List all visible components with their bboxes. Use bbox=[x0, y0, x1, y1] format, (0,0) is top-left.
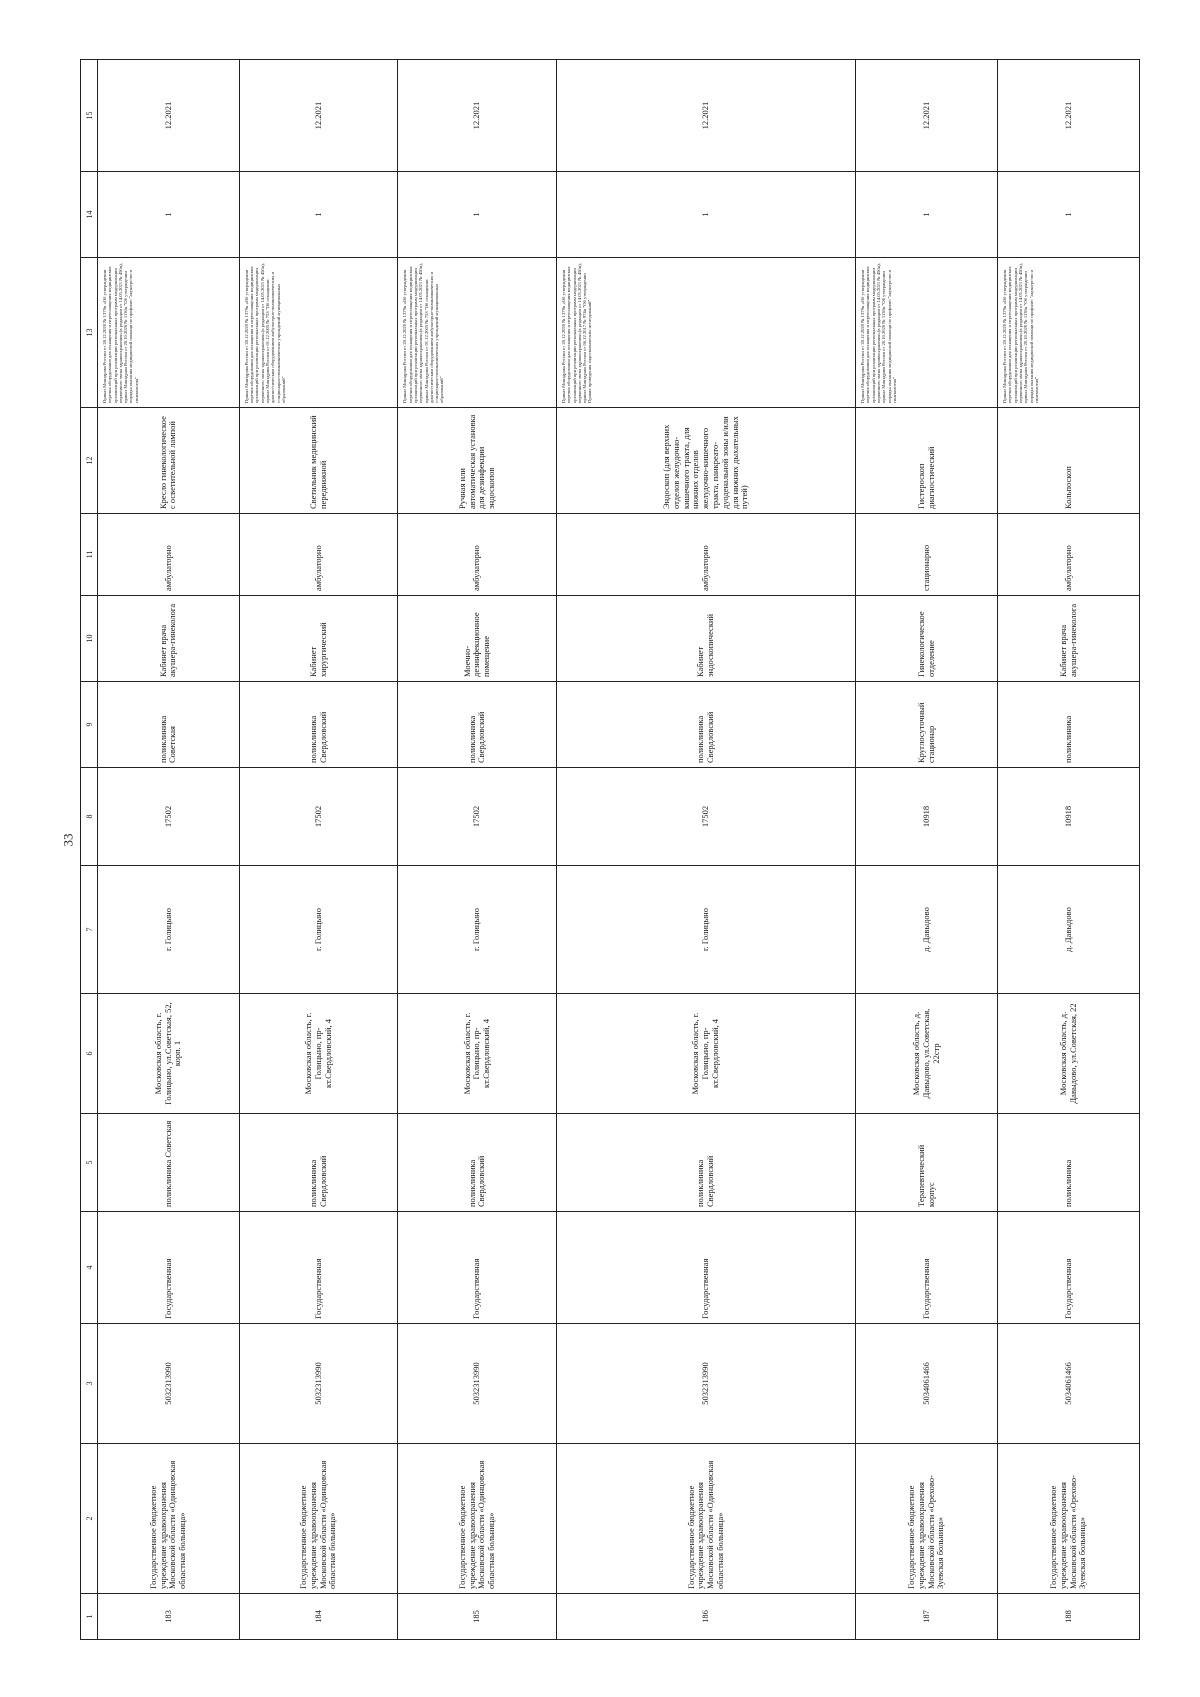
row-number: 188 bbox=[998, 1594, 1140, 1640]
delivery-date: 12.2021 bbox=[557, 60, 856, 172]
column-number: 1 bbox=[81, 1594, 98, 1640]
column-number: 8 bbox=[81, 768, 98, 866]
room-name: Кабинет хирургический bbox=[239, 596, 398, 682]
column-number: 5 bbox=[81, 1114, 98, 1212]
column-number: 2 bbox=[81, 1444, 98, 1594]
settlement: д. Давыдово bbox=[856, 866, 998, 994]
ownership-form: Государственная bbox=[98, 1212, 240, 1324]
quantity: 1 bbox=[998, 172, 1140, 258]
table-row bbox=[398, 60, 557, 1640]
ownership-form: Государственная bbox=[856, 1212, 998, 1324]
column-number: 14 bbox=[81, 172, 98, 258]
rotated-table-container bbox=[80, 60, 1140, 1640]
page-number: 33 bbox=[60, 833, 76, 847]
column-number-row bbox=[81, 60, 98, 1640]
care-mode: стационарно bbox=[856, 514, 998, 596]
address: Московская область, г. Голицыно, пр-кт.Свердловский, 4 bbox=[557, 994, 856, 1114]
regulation-text: Приказ Минздрава России от 28.12.2020 № 1379н «Об утверждении перечня оборудования для оснащения и переоснащения медицинских организаций при реализации региональных программ модернизации первичного звена здравоохранения»(в редакции от 14.05.2021 № 450н), приказ Минздрава России от 01.12.2005 № 753 "Об оснащении диагностическим оборудованием амбулаторно-поликлинических и стационарно-поликлинических учреждений муниципальных образований" bbox=[239, 258, 398, 408]
care-mode: амбулаторно bbox=[98, 514, 240, 596]
care-mode: амбулаторно bbox=[557, 514, 856, 596]
column-number: 13 bbox=[81, 258, 98, 408]
inn-value: 5032313990 bbox=[239, 1324, 398, 1444]
unit-name: поликлиника Свердловский bbox=[557, 1114, 856, 1212]
regulation-text: Приказ Минздрава России от 28.12.2020 № 1379н «Об утверждении перечня оборудования для оснащения и переоснащения медицинских организаций при реализации региональных программ модернизации первичного звена здравоохранения»(в редакции от 14.05.2021 № 450н), приказ Минздрава России от 01.12.2005 № 753 "Об оснащении диагностическим оборудованием амбулаторно-поликлинических и стационарно-поликлинических учреждений муниципальных образований" bbox=[398, 258, 557, 408]
department: поликлиника Свердловский bbox=[557, 682, 856, 768]
equipment-name: Эндоскоп (для верхних отделов желудочно-кишечного тракта, для нижних отделов желудочно-кишечного тракта, панкреато-дуоденальной зоны и/или для нижних дыхательных путей) bbox=[557, 408, 856, 514]
ownership-form: Государственная bbox=[239, 1212, 398, 1324]
room-name: Моечно-дезинфекционное помещение bbox=[398, 596, 557, 682]
equipment-name: Светильник медицинский передвижной bbox=[239, 408, 398, 514]
column-number: 4 bbox=[81, 1212, 98, 1324]
column-number: 11 bbox=[81, 514, 98, 596]
organization-name: Государственное бюджетное учреждение здравоохранения Московской области «Одинцовская областная больница» bbox=[98, 1444, 240, 1594]
organization-name: Государственное бюджетное учреждение здравоохранения Московской области «Орехово-Зуевская больница» bbox=[856, 1444, 998, 1594]
column-number: 6 bbox=[81, 994, 98, 1114]
quantity: 1 bbox=[856, 172, 998, 258]
delivery-date: 12.2021 bbox=[856, 60, 998, 172]
organization-name: Государственное бюджетное учреждение здравоохранения Московской области «Одинцовская областная больница» bbox=[398, 1444, 557, 1594]
inn-value: 5032313990 bbox=[98, 1324, 240, 1444]
organization-name: Государственное бюджетное учреждение здравоохранения Московской области «Одинцовская областная больница» bbox=[557, 1444, 856, 1594]
regulation-text: Приказ Минздрава России от 28.12.2020 № 1379н «Об утверждении перечня оборудования для оснащения и переоснащения медицинских организаций при реализации региональных программ модернизации первичного звена здравоохранения»(в редакции от 14.05.2021 № 450н), приказ Минздрава России от 06.12.2017 № 974н "Об утверждении Правил проведения эндоскопических исследований" bbox=[557, 258, 856, 408]
equipment-table bbox=[80, 59, 1140, 1640]
regulation-text: Приказ Минздрава России от 28.12.2020 № 1379н «Об утверждении перечня оборудования для оснащения и переоснащения медицинских организаций при реализации региональных программ модернизации первичного звена здравоохранения»(в редакции от 14.05.2021 № 450н), приказ Минздрава России от 20.10.2020 № 1130н "Об утверждении порядка оказания медицинской помощи по профилю "акушерство и гинекология" bbox=[98, 258, 240, 408]
column-number: 3 bbox=[81, 1324, 98, 1444]
care-mode: амбулаторно bbox=[398, 514, 557, 596]
column-number: 7 bbox=[81, 866, 98, 994]
table-row bbox=[98, 60, 240, 1640]
quantity: 1 bbox=[239, 172, 398, 258]
care-mode: амбулаторно bbox=[239, 514, 398, 596]
ownership-form: Государственная bbox=[398, 1212, 557, 1324]
unit-name: поликлиника bbox=[998, 1114, 1140, 1212]
row-number: 183 bbox=[98, 1594, 240, 1640]
room-name: Кабинет врача акушера-гинеколога bbox=[998, 596, 1140, 682]
regulation-text: Приказ Минздрава России от 28.12.2020 № 1379н «Об утверждении перечня оборудования для оснащения и переоснащения медицинских организаций при реализации региональных программ модернизации первичного звена здравоохранения»(в редакции от 14.05.2021 № 450н), приказ Минздрава России от 20.10.2020 № 1130н "Об утверждении порядка оказания медицинской помощи по профилю "акушерство и гинекология" bbox=[856, 258, 998, 408]
unit-name: Терапевтический корпус bbox=[856, 1114, 998, 1212]
delivery-date: 12.2021 bbox=[98, 60, 240, 172]
settlement: г. Голицыно bbox=[98, 866, 240, 994]
quantity: 1 bbox=[398, 172, 557, 258]
department: поликлиника bbox=[998, 682, 1140, 768]
equipment-name: Кольпоскоп bbox=[998, 408, 1140, 514]
inn-value: 5032313990 bbox=[557, 1324, 856, 1444]
quantity: 1 bbox=[557, 172, 856, 258]
code-value: 10918 bbox=[998, 768, 1140, 866]
table-row bbox=[557, 60, 856, 1640]
unit-name: поликлиника Советская bbox=[98, 1114, 240, 1212]
settlement: г. Голицыно bbox=[557, 866, 856, 994]
inn-value: 5032313990 bbox=[398, 1324, 557, 1444]
code-value: 17502 bbox=[398, 768, 557, 866]
address: Московская область, д. Давыдово, ул.Советская, 22стр bbox=[856, 994, 998, 1114]
code-value: 17502 bbox=[239, 768, 398, 866]
table-row bbox=[856, 60, 998, 1640]
settlement: г. Голицыно bbox=[398, 866, 557, 994]
department: Круглосуточный стационар bbox=[856, 682, 998, 768]
equipment-name: Гистероскоп диагностический bbox=[856, 408, 998, 514]
code-value: 17502 bbox=[98, 768, 240, 866]
ownership-form: Государственная bbox=[998, 1212, 1140, 1324]
equipment-name: Кресло гинекологическое с осветительной лампой bbox=[98, 408, 240, 514]
organization-name: Государственное бюджетное учреждение здравоохранения Московской области «Орехово-Зуевская больница» bbox=[998, 1444, 1140, 1594]
row-number: 184 bbox=[239, 1594, 398, 1640]
department: поликлиника Свердловский bbox=[398, 682, 557, 768]
regulation-text: Приказ Минздрава России от 28.12.2020 № 1379н «Об утверждении перечня оборудования для оснащения и переоснащения медицинских организаций при реализации региональных программ модернизации первичного звена здравоохранения»(в редакции от 14.05.2021 № 450н), приказ Минздрава России от 20.10.2020 № 1130н "Об утверждении порядка оказания медицинской помощи по профилю "акушерство и гинекология" bbox=[998, 258, 1140, 408]
unit-name: поликлиника Свердловский bbox=[398, 1114, 557, 1212]
room-name: Гинекологическое отделение bbox=[856, 596, 998, 682]
column-number: 15 bbox=[81, 60, 98, 172]
organization-name: Государственное бюджетное учреждение здравоохранения Московской области «Одинцовская областная больница» bbox=[239, 1444, 398, 1594]
address: Московская область, г. Голицыно, ул.Советская, 52, корп. 1 bbox=[98, 994, 240, 1114]
table-row bbox=[998, 60, 1140, 1640]
inn-value: 5034061466 bbox=[998, 1324, 1140, 1444]
settlement: г. Голицыно bbox=[239, 866, 398, 994]
column-number: 9 bbox=[81, 682, 98, 768]
row-number: 185 bbox=[398, 1594, 557, 1640]
ownership-form: Государственная bbox=[557, 1212, 856, 1324]
inn-value: 5034061466 bbox=[856, 1324, 998, 1444]
room-name: Кабинет эндоскопический bbox=[557, 596, 856, 682]
delivery-date: 12.2021 bbox=[998, 60, 1140, 172]
row-number: 187 bbox=[856, 1594, 998, 1640]
table-row bbox=[239, 60, 398, 1640]
code-value: 10918 bbox=[856, 768, 998, 866]
equipment-name: Ручная или автоматическая установка для дезинфекции эндоскопов bbox=[398, 408, 557, 514]
department: поликлиника Свердловский bbox=[239, 682, 398, 768]
settlement: д. Давыдово bbox=[998, 866, 1140, 994]
column-number: 10 bbox=[81, 596, 98, 682]
row-number: 186 bbox=[557, 1594, 856, 1640]
quantity: 1 bbox=[98, 172, 240, 258]
address: Московская область, д. Давыдово, ул.Советская, 22 bbox=[998, 994, 1140, 1114]
department: поликлиника Советская bbox=[98, 682, 240, 768]
delivery-date: 12.2021 bbox=[398, 60, 557, 172]
code-value: 17502 bbox=[557, 768, 856, 866]
care-mode: амбулаторно bbox=[998, 514, 1140, 596]
address: Московская область, г. Голицыно, пр-кт.Свердловский, 4 bbox=[398, 994, 557, 1114]
delivery-date: 12.2021 bbox=[239, 60, 398, 172]
column-number: 12 bbox=[81, 408, 98, 514]
unit-name: поликлиника Свердловский bbox=[239, 1114, 398, 1212]
address: Московская область, г. Голицыно, пр-кт.Свердловский, 4 bbox=[239, 994, 398, 1114]
room-name: Кабинет врача акушера-гинеколога bbox=[98, 596, 240, 682]
